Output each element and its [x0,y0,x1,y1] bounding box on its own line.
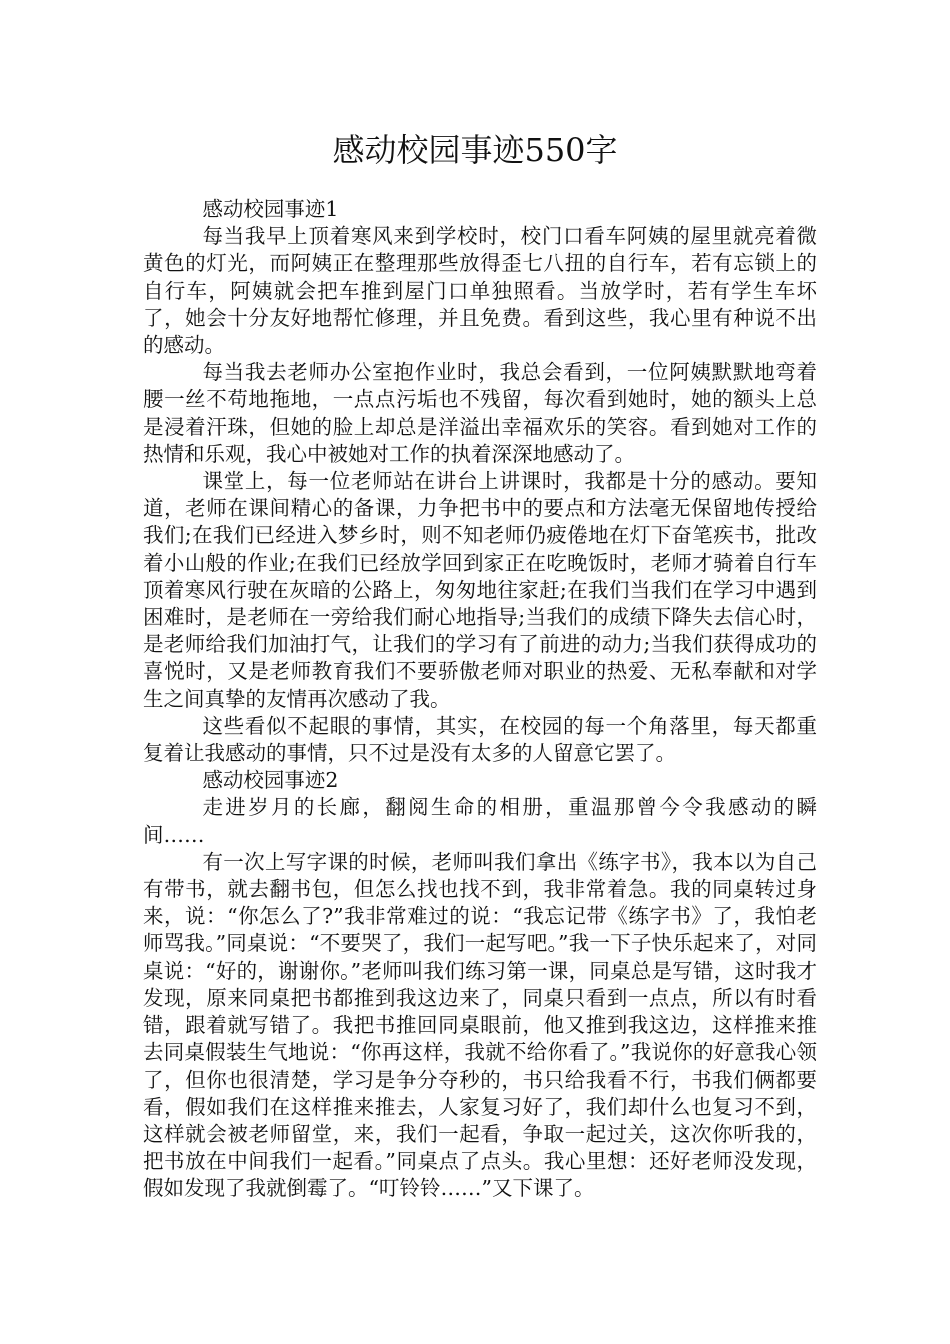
document-title: 感动校园事迹550字 [332,131,618,169]
paragraph: 每当我早上顶着寒风来到学校时，校门口看车阿姨的屋里就亮着微黄色的灯光，而阿姨正在整理那些放得歪七八扭的自行车，若有忘锁上的自行车，阿姨就会把车推到屋门口单独照看。当放学时，若有学生车坏了，她会十分友好地帮忙修理，并且免费。看到这些，我心里有种说不出的感动。 [143,224,817,358]
document-body [143,196,817,1203]
section-heading-2: 感动校园事迹2 [202,768,339,793]
paragraph: 有一次上写字课的时候，老师叫我们拿出《练字书》，我本以为自己有带书，就去翻书包，但怎么找也找不到，我非常着急。我的同桌转过身来，说：“你怎么了?”我非常难过的说：“我忘记带《练字书》了，我怕老师骂我。”同桌说：“不要哭了，我们一起写吧。”我一下子快乐起来了，对同桌说：“好的，谢谢你。”老师叫我们练习第一课，同桌总是写错，这时我才发现，原来同桌把书都推到我这边来了，同桌只看到一点点，所以有时看错，跟着就写错了。我把书推回同桌眼前，他又推到我这边，这样推来推去同桌假装生气地说：“你再这样，我就不给你看了。”我说你的好意我心领了，但你也很清楚，学习是争分夺秒的，书只给我看不行，书我们俩都要看，假如我们在这样推来推去，人家复习好了，我们却什么也复习不到，这样就会被老师留堂，来，我们一起看，争取一起过关，这次你听我的，把书放在中间我们一起看。”同桌点了点头。我心里想：还好老师没发现，假如发现了我就倒霉了。“叮铃铃……”又下课了。 [143,849,817,1201]
paragraph: 这些看似不起眼的事情，其实，在校园的每一个角落里，每天都重复着让我感动的事情，只不过是没有太多的人留意它罢了。 [143,713,817,766]
section-heading-1: 感动校园事迹1 [202,197,339,221]
paragraph: 每当我去老师办公室抱作业时，我总会看到，一位阿姨默默地弯着腰一丝不苟地拖地，一点点污垢也不残留，每次看到她时，她的额头上总是浸着汗珠，但她的脸上却总是洋溢出幸福欢乐的笑容。看到她对工作的热情和乐观，我心中被她对工作的执着深深地感动了。 [143,360,817,466]
paragraph: 走进岁月的长廊，翻阅生命的相册，重温那曾今令我感动的瞬间…… [143,795,817,847]
paragraph: 课堂上，每一位老师站在讲台上讲课时，我都是十分的感动。要知道，老师在课间精心的备课，力争把书中的要点和方法毫无保留地传授给我们;在我们已经进入梦乡时，则不知老师仍疲倦地在灯下奋笔疾书，批改着小山般的作业;在我们已经放学回到家正在吃晚饭时，老师才骑着自行车顶着寒风行驶在灰暗的公路上，匆匆地往家赶;在我们当我们在学习中遇到困难时，是老师在一旁给我们耐心地指导;当我们的成绩下降失去信心时，是老师给我们加油打气，让我们的学习有了前进的动力;当我们获得成功的喜悦时，又是老师教育我们不要骄傲老师对职业的热爱、无私奉献和对学生之间真挚的友情再次感动了我。 [143,469,817,711]
